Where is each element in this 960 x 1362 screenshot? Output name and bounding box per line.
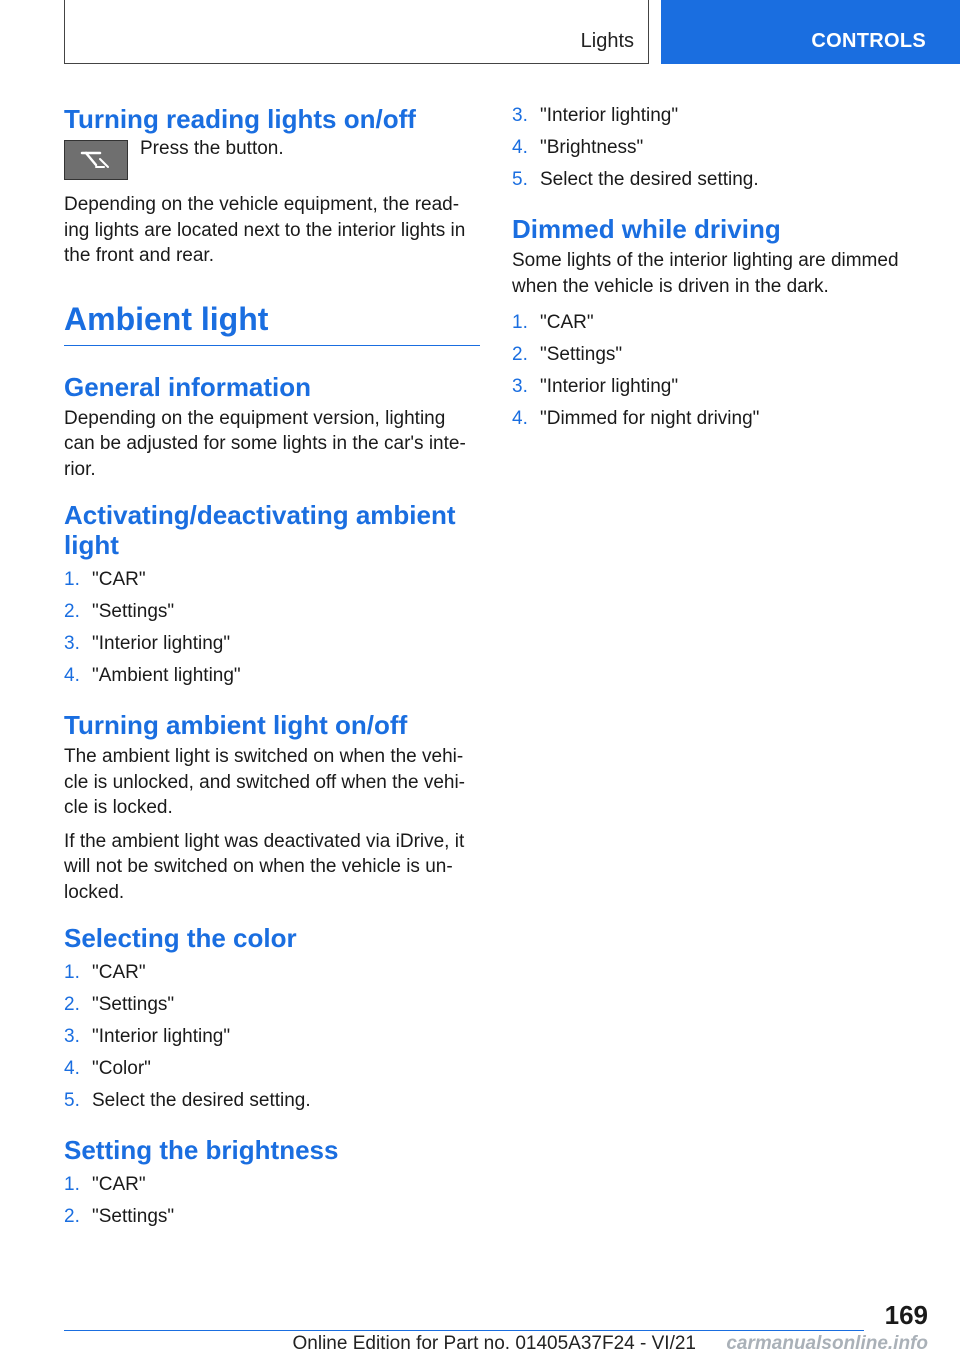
setting-brightness-heading: Setting the brightness: [64, 1135, 339, 1165]
list-item-text: "Settings": [92, 994, 175, 1015]
list-number: 1.: [64, 569, 80, 590]
list-item: [64, 596, 480, 628]
brightness-steps-list: [64, 1169, 480, 1233]
list-item-text: "Settings": [540, 344, 623, 365]
list-item: [512, 371, 912, 403]
dimmed-driving-paragraph: Some lights of the interior lighting are dimmed when the vehicle is driven in the dark.: [512, 250, 899, 297]
list-item-text: "Dimmed for night driving": [540, 408, 760, 429]
list-number: 5.: [64, 1090, 80, 1111]
list-number: 1.: [64, 962, 80, 983]
color-steps-list: [64, 957, 480, 1117]
list-item: [512, 339, 912, 371]
dimmed-steps-list: [512, 307, 912, 435]
brightness-steps-list-continued: [512, 100, 912, 196]
list-number: 3.: [512, 376, 528, 397]
header-section-tab: [64, 0, 649, 64]
right-column: [512, 100, 912, 441]
list-number: 5.: [512, 169, 528, 190]
header-chapter-tab: [661, 0, 960, 64]
turning-ambient-heading: Turning ambient light on/off: [64, 710, 408, 740]
list-item: [64, 989, 480, 1021]
list-item: [512, 403, 912, 435]
list-item-text: "Settings": [92, 601, 175, 622]
list-item-text: "Interior lighting": [540, 105, 679, 126]
turning-ambient-paragraph-1: The ambient light is switched on when the vehi‐cle is unlocked, and switched off when the vehi‐cle is locked.: [64, 746, 465, 818]
ambient-light-heading: Ambient light: [64, 283, 480, 346]
list-item: [512, 100, 912, 132]
list-item: [512, 307, 912, 339]
reading-light-icon: [64, 140, 128, 180]
list-item: [64, 1053, 480, 1085]
activating-ambient-heading: Activating/deactivating ambient light: [64, 500, 456, 560]
list-item: [64, 564, 480, 596]
watermark: carmanualsonline.info: [726, 1333, 928, 1354]
list-number: 3.: [64, 633, 80, 654]
list-item-text: "Brightness": [540, 137, 644, 158]
list-number: 1.: [64, 1174, 80, 1195]
left-column: [64, 100, 480, 1239]
header-section-label: Lights: [580, 30, 634, 52]
general-information-paragraph: Depending on the equipment version, lighting can be adjusted for some lights in the car's inte‐rior.: [64, 407, 466, 480]
list-item-text: "CAR": [92, 569, 146, 590]
list-item-text: "Interior lighting": [540, 376, 679, 397]
list-item-text: "Settings": [92, 1206, 175, 1227]
list-item: [64, 660, 480, 692]
list-number: 3.: [512, 105, 528, 126]
list-number: 4.: [64, 1058, 80, 1079]
list-item: [64, 957, 480, 989]
list-item: [64, 1085, 480, 1117]
reading-lights-heading: Turning reading lights on/off: [64, 104, 416, 134]
list-item-text: "Interior lighting": [92, 1026, 231, 1047]
reading-button-row: [64, 140, 480, 180]
list-item-text: Select the desired setting.: [540, 169, 759, 190]
footer-divider: [64, 1330, 864, 1331]
list-item-text: "CAR": [92, 1174, 146, 1195]
activating-steps-list: [64, 564, 480, 692]
list-number: 3.: [64, 1026, 80, 1047]
list-number: 2.: [64, 601, 80, 622]
list-item: [512, 164, 912, 196]
reading-lights-paragraph: Depending on the vehicle equipment, the read‐ing lights are located next to the interior lights in the front and rear.: [64, 194, 466, 266]
list-number: 4.: [64, 665, 80, 686]
page-number: 169: [884, 1300, 928, 1330]
selecting-color-heading: Selecting the color: [64, 923, 297, 953]
turning-ambient-paragraph-2: If the ambient light was deactivated via iDrive, it will not be switched on when the vehicle is un‐locked.: [64, 830, 465, 903]
list-item: [64, 1201, 480, 1233]
list-item: [64, 1021, 480, 1053]
list-item: [64, 628, 480, 660]
list-number: 2.: [64, 1206, 80, 1227]
general-information-heading: General information: [64, 371, 312, 402]
list-number: 4.: [512, 408, 528, 429]
list-item-text: "Ambient lighting": [92, 665, 241, 686]
list-number: 1.: [512, 312, 528, 333]
list-item-text: Select the desired setting.: [92, 1090, 311, 1111]
list-number: 2.: [64, 994, 80, 1015]
list-item-text: "CAR": [540, 312, 594, 333]
list-item-text: "Interior lighting": [92, 633, 231, 654]
reading-button-text: Press the button.: [140, 138, 284, 159]
header-chapter-label: CONTROLS: [811, 30, 926, 52]
dimmed-driving-heading: Dimmed while driving: [512, 214, 781, 244]
list-item: [512, 132, 912, 164]
list-number: 4.: [512, 137, 528, 158]
list-number: 2.: [512, 344, 528, 365]
list-item-text: "Color": [92, 1058, 151, 1079]
list-item-text: "CAR": [92, 962, 146, 983]
edition-text: Online Edition for Part no. 01405A37F24 - VI/21: [292, 1333, 696, 1354]
list-item: [64, 1169, 480, 1201]
